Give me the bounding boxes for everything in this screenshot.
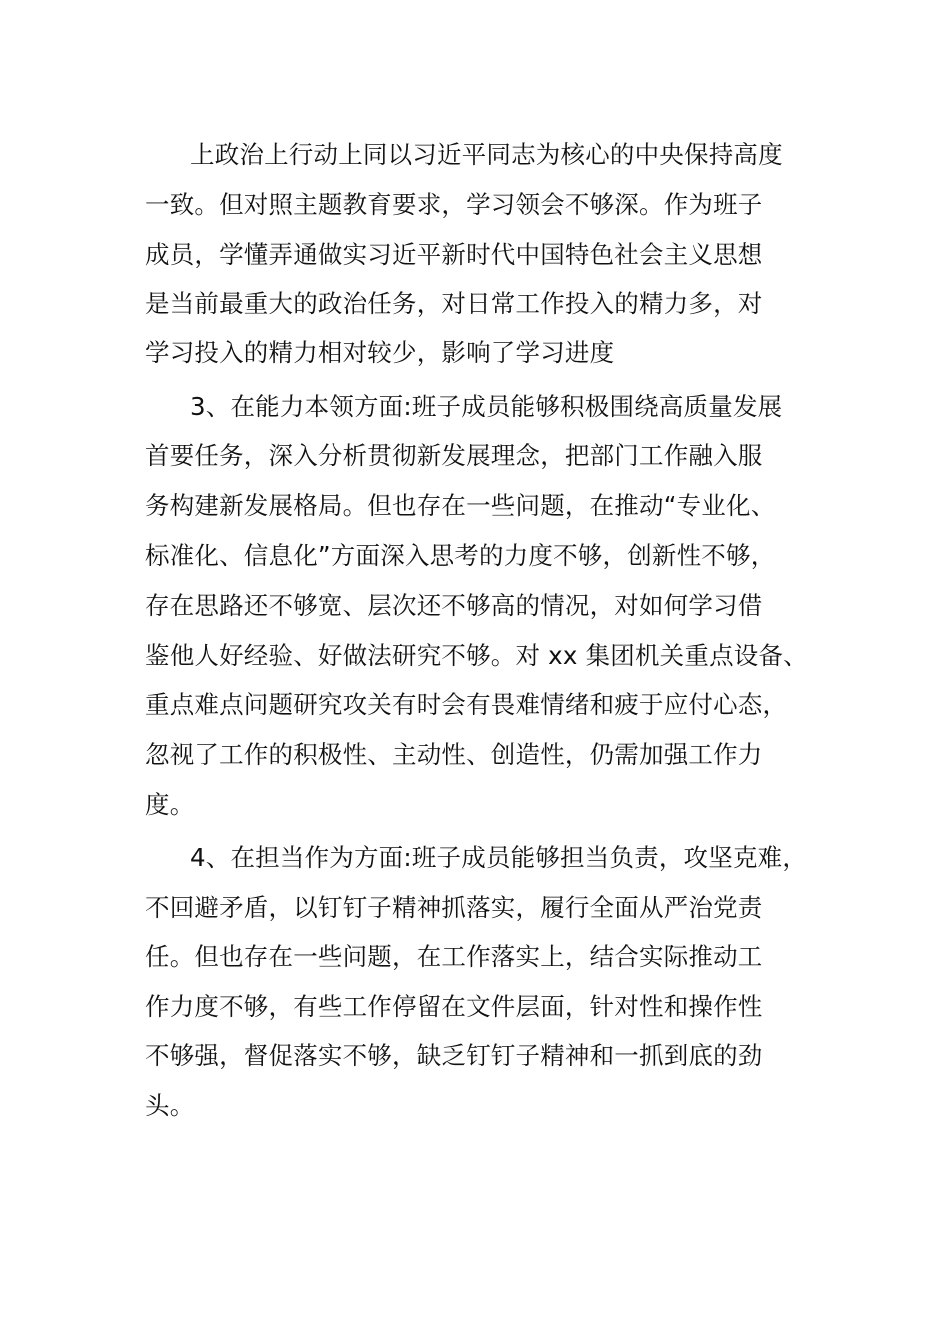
text-line: 鉴他人好经验、好做法研究不够。对 xx 集团机关重点设备、	[145, 641, 808, 670]
text-line: 任。但也存在一些问题，在工作落实上，结合实际推动工	[145, 942, 763, 971]
text-line: 度。	[145, 790, 195, 819]
text-line: 一致。但对照主题教育要求，学习领会不够深。作为班子	[145, 190, 763, 219]
text-line: 首要任务，深入分析贯彻新发展理念，把部门工作融入服	[145, 441, 763, 470]
text-line: 是当前最重大的政治任务，对日常工作投入的精力多，对	[145, 289, 763, 318]
text-line: 作力度不够，有些工作停留在文件层面，针对性和操作性	[145, 992, 763, 1021]
text-line: 4、在担当作为方面:班子成员能够担当负责，攻坚克难，	[190, 843, 808, 872]
text-line: 不回避矛盾，以钉钉子精神抓落实，履行全面从严治党责	[145, 893, 763, 922]
text-line: 标准化、信息化”方面深入思考的力度不够，创新性不够，	[145, 541, 776, 570]
text-line: 存在思路还不够宽、层次还不够高的情况，对如何学习借	[145, 591, 763, 620]
text-line: 务构建新发展格局。但也存在一些问题，在推动“专业化、	[145, 491, 776, 520]
text-line: 头。	[145, 1091, 195, 1120]
text-line: 不够强，督促落实不够，缺乏钉钉子精神和一抓到底的劲	[145, 1041, 763, 1070]
text-line: 学习投入的精力相对较少，影响了学习进度	[145, 338, 615, 367]
text-line: 成员，学懂弄通做实习近平新时代中国特色社会主义思想	[145, 240, 763, 269]
text-line: 3、在能力本领方面:班子成员能够积极围绕高质量发展	[190, 392, 783, 421]
text-line: 重点难点问题研究攻关有时会有畏难情绪和疲于应付心态，	[145, 690, 788, 719]
text-line: 上政治上行动上同以习近平同志为核心的中央保持高度	[190, 140, 783, 169]
text-line: 忽视了工作的积极性、主动性、创造性，仍需加强工作力	[145, 740, 763, 769]
